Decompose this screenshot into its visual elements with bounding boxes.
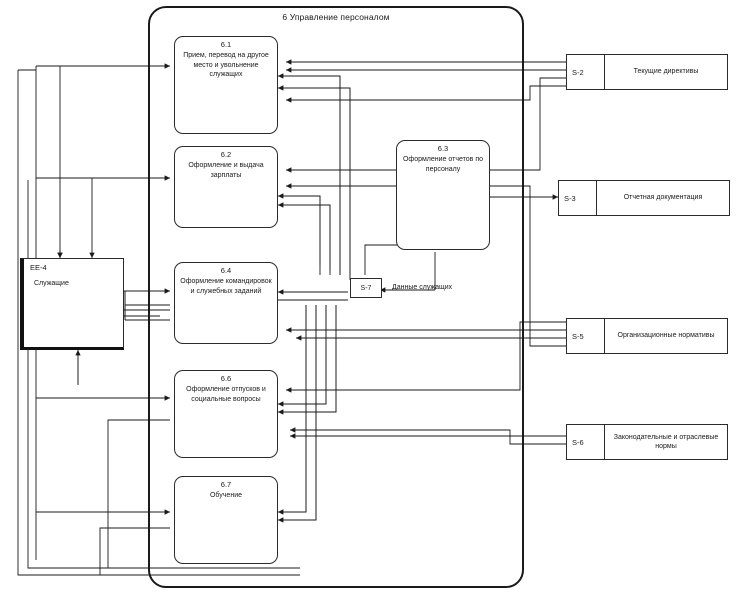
process-6-6[interactable]	[174, 370, 278, 458]
store-s-2-name: Текущие директивы	[633, 68, 699, 76]
store-s-3[interactable]	[558, 180, 730, 216]
process-6-2-id: 6.2	[220, 150, 232, 159]
outer-frame-title: 6 Управление персоналом	[282, 12, 390, 22]
store-s-3-name: Отчетная документация	[623, 194, 703, 202]
store-s-6-id: S-6	[567, 425, 605, 459]
process-6-3[interactable]	[396, 140, 490, 250]
process-6-3-id: 6.3	[437, 144, 449, 153]
entity-ee-4-id: EE-4	[30, 263, 47, 272]
process-6-1-title: Прием, перевод на другое место и увольнение служащих	[183, 52, 269, 78]
process-6-6-id: 6.6	[220, 374, 232, 383]
process-6-1-id: 6.1	[220, 40, 232, 49]
store-s-5-id: S-5	[567, 319, 605, 353]
store-s-6-name: Законодательные и отраслевые нормы	[613, 433, 719, 450]
store-s-3-id: S-3	[559, 181, 597, 215]
process-6-1[interactable]	[174, 36, 278, 134]
process-6-2-title: Оформление и выдача зарплаты	[188, 162, 264, 179]
entity-ee-4[interactable]	[20, 258, 124, 350]
store-s-5[interactable]	[566, 318, 728, 354]
process-6-6-title: Оформление отпусков и социальные вопросы	[186, 386, 266, 403]
store-s-5-name: Организационные нормативы	[617, 332, 715, 340]
process-6-4-id: 6.4	[220, 266, 232, 275]
store-s-7-id[interactable]: S-7	[350, 278, 382, 298]
store-s-7-name: Данные служащих	[392, 284, 453, 291]
process-6-4-title: Оформление командировок и служебных заданий	[180, 278, 272, 295]
process-6-3-title: Оформление отчетов по персоналу	[402, 156, 483, 173]
store-s-2[interactable]	[566, 54, 728, 90]
process-6-4[interactable]	[174, 262, 278, 344]
store-s-2-id: S-2	[567, 55, 605, 89]
process-6-7-id: 6.7	[220, 480, 232, 489]
store-s-6[interactable]	[566, 424, 728, 460]
process-6-2[interactable]	[174, 146, 278, 228]
process-6-7[interactable]	[174, 476, 278, 564]
entity-ee-4-label: Служащие	[34, 280, 69, 287]
process-6-7-title: Обучение	[209, 492, 242, 499]
